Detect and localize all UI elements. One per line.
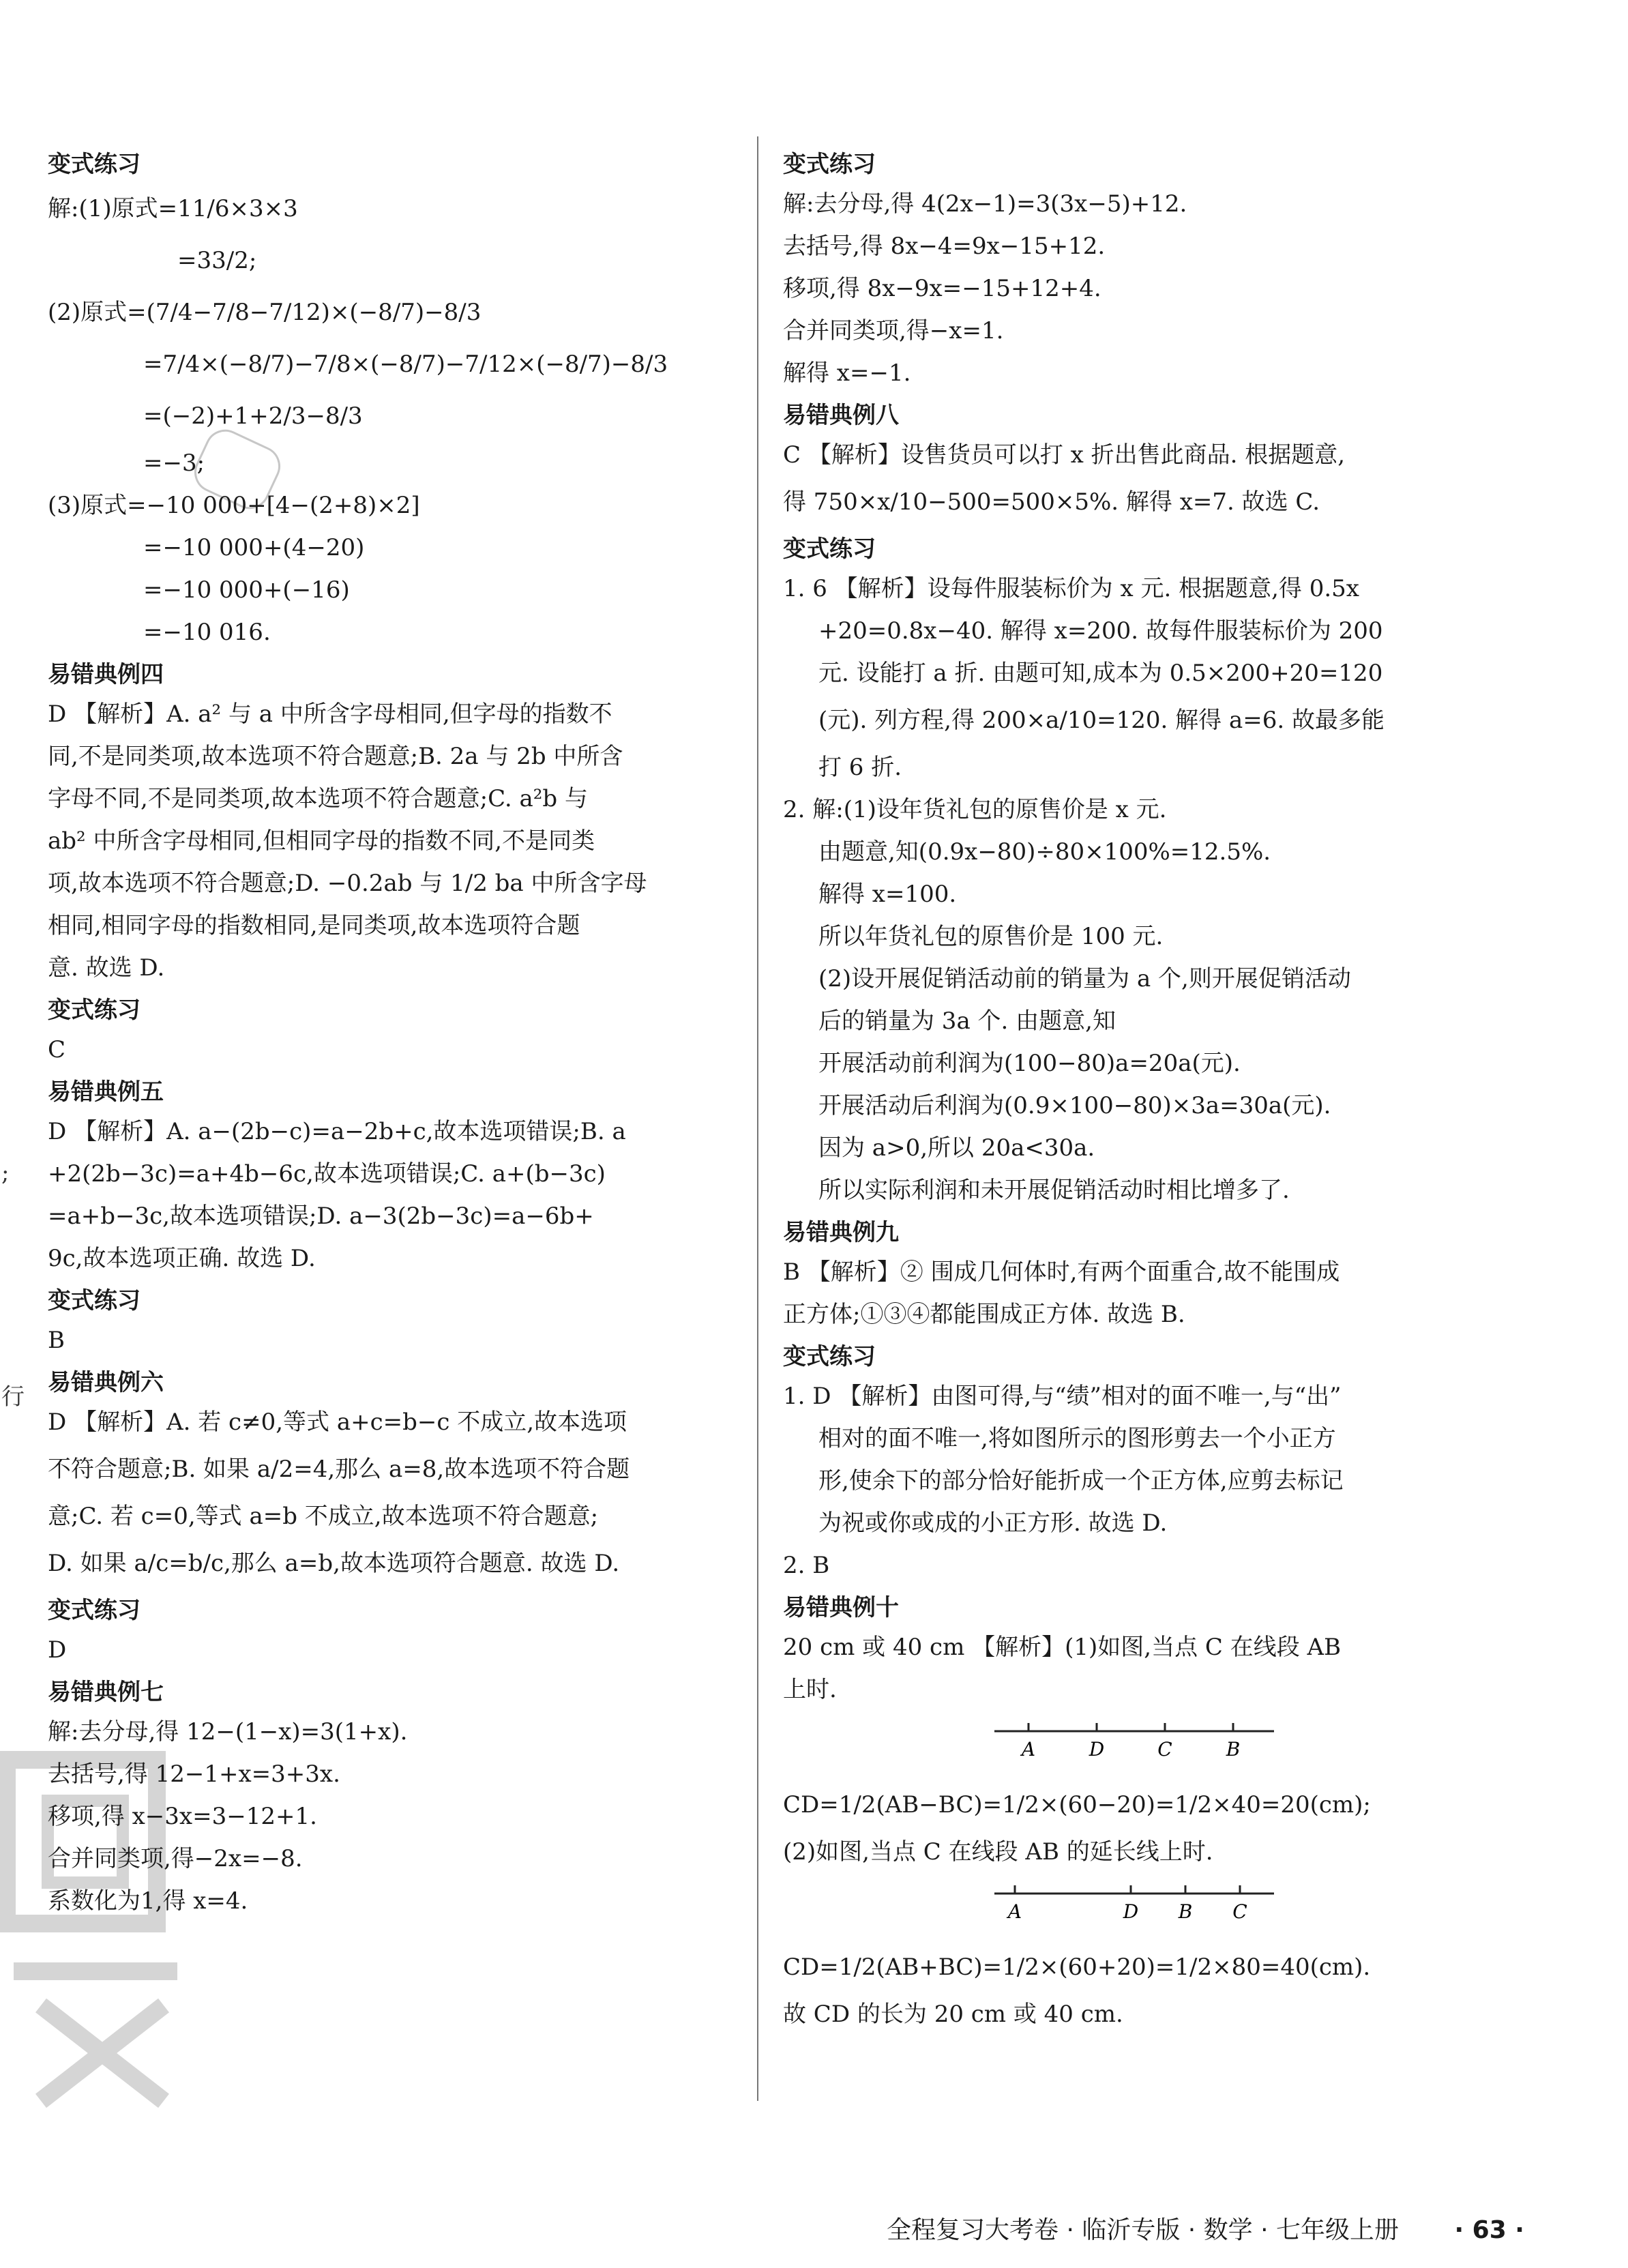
text-line: =−10 016. <box>143 619 271 646</box>
point-label: A <box>1007 1900 1022 1923</box>
text-line: 移项,得 8x−9x=−15+12+4. <box>783 275 1101 302</box>
text-line: 由题意,知(0.9x−80)÷80×100%=12.5%. <box>818 838 1271 866</box>
text-line: B <box>48 1327 65 1354</box>
text-line: 元. 设能打 a 折. 由题可知,成本为 0.5×200+20=120 <box>818 660 1383 687</box>
text-line: D <box>48 1636 67 1664</box>
text-line: B 【解析】② 围成几何体时,有两个面重合,故不能围成 <box>783 1258 1340 1286</box>
text-line: 2. B <box>783 1552 830 1579</box>
text-line: =−10 000+(−16) <box>143 576 350 604</box>
text-line: 2. 解:(1)设年货礼包的原售价是 x 元. <box>783 796 1167 823</box>
text-line: (2)原式=(7/4−7/8−7/12)×(−8/7)−8/3 <box>48 299 482 326</box>
text-line: +2(2b−3c)=a+4b−6c,故本选项错误;C. a+(b−3c) <box>48 1160 606 1188</box>
section-heading: 易错典例十 <box>783 1594 899 1621</box>
text-line: 字母不同,不是同类项,故本选项不符合题意;C. a²b 与 <box>48 785 588 812</box>
text-line: 得 750×x/10−500=500×5%. 解得 x=7. 故选 C. <box>783 488 1320 516</box>
text-line: 打 6 折. <box>818 754 902 781</box>
text-line: 所以年货礼包的原售价是 100 元. <box>818 923 1164 950</box>
text-line: 后的销量为 3a 个. 由题意,知 <box>818 1007 1116 1035</box>
text-line: 所以实际利润和未开展促销活动时相比增多了. <box>818 1177 1290 1204</box>
section-heading: 易错典例四 <box>48 661 164 688</box>
section-heading: 变式练习 <box>48 1597 140 1624</box>
text-line: 因为 a>0,所以 20a<30a. <box>818 1134 1095 1162</box>
page-footer <box>887 2213 1524 2248</box>
text-line: (2)设开展促销活动前的销量为 a 个,则开展促销活动 <box>818 965 1351 992</box>
section-heading: 易错典例八 <box>783 402 899 429</box>
text-line: 解得 x=−1. <box>783 359 911 387</box>
point-label: B <box>1178 1900 1193 1923</box>
text-line: 1. 6 【解析】设每件服装标价为 x 元. 根据题意,得 0.5x <box>783 575 1359 602</box>
point-label: B <box>1226 1738 1241 1761</box>
text-line: 意;C. 若 c=0,等式 a=b 不成立,故本选项不符合题意; <box>48 1503 599 1530</box>
column-divider <box>757 136 758 2101</box>
page-number: · 63 · <box>1454 2216 1524 2244</box>
text-line: =−10 000+(4−20) <box>143 534 365 561</box>
text-line: 相同,相同字母的指数相同,是同类项,故本选项符合题 <box>48 912 580 939</box>
text-line: 合并同类项,得−x=1. <box>783 317 1004 344</box>
text-line: 1. D 【解析】由图可得,与“绩”相对的面不唯一,与“出” <box>783 1383 1342 1410</box>
text-line: 正方体;①③④都能围成正方体. 故选 B. <box>783 1301 1185 1328</box>
section-heading: 变式练习 <box>783 151 876 178</box>
text-line: CD=1/2(AB+BC)=1/2×(60+20)=1/2×80=40(cm). <box>783 1954 1371 1981</box>
footer-title: 全程复习大考卷 · 临沂专版 · 数学 · 七年级上册 <box>887 2216 1399 2244</box>
text-line: 合并同类项,得−2x=−8. <box>48 1845 303 1872</box>
point-label: C <box>1232 1900 1247 1923</box>
text-line: 故 CD 的长为 20 cm 或 40 cm. <box>783 2001 1123 2028</box>
text-line: 上时. <box>783 1676 837 1703</box>
text-line: ab² 中所含字母相同,但相同字母的指数不同,不是同类 <box>48 827 595 855</box>
text-line: 同,不是同类项,故本选项不符合题意;B. 2a 与 2b 中所含 <box>48 743 623 770</box>
section-heading: 易错典例五 <box>48 1078 164 1106</box>
text-line: 解:去分母,得 4(2x−1)=3(3x−5)+12. <box>783 190 1187 218</box>
section-heading: 变式练习 <box>48 1287 140 1314</box>
point-label: D <box>1089 1738 1105 1761</box>
section-heading: 易错典例六 <box>48 1369 164 1396</box>
text-line: D 【解析】A. a² 与 a 中所含字母相同,但字母的指数不 <box>48 701 612 728</box>
text-line: 不符合题意;B. 如果 a/2=4,那么 a=8,故本选项不符合题 <box>48 1456 630 1483</box>
text-line: 开展活动前利润为(100−80)a=20a(元). <box>818 1050 1241 1077</box>
text-line: 移项,得 x−3x=3−12+1. <box>48 1803 317 1830</box>
text-line: =7/4×(−8/7)−7/8×(−8/7)−7/12×(−8/7)−8/3 <box>143 351 668 378</box>
text-line: 相对的面不唯一,将如图所示的图形剪去一个小正方 <box>818 1425 1336 1452</box>
text-line: 系数化为1,得 x=4. <box>48 1887 248 1915</box>
segment-diagram-svg <box>783 1873 1397 1934</box>
segment-diagram <box>783 1711 1492 1773</box>
segment-diagram-svg <box>783 1711 1397 1772</box>
point-label: A <box>1021 1738 1036 1761</box>
point-label: C <box>1157 1738 1172 1761</box>
text-line: 为祝或你或成的小正方形. 故选 D. <box>818 1509 1168 1537</box>
point-label: D <box>1123 1900 1139 1923</box>
text-line: (元). 列方程,得 200×a/10=120. 解得 a=6. 故最多能 <box>818 707 1385 734</box>
text-line: D 【解析】A. a−(2b−c)=a−2b+c,故本选项错误;B. a <box>48 1118 626 1145</box>
text-line: D. 如果 a/c=b/c,那么 a=b,故本选项符合题意. 故选 D. <box>48 1550 620 1577</box>
text-line: 开展活动后利润为(0.9×100−80)×3a=30a(元). <box>818 1092 1331 1119</box>
text-line: 9c,故本选项正确. 故选 D. <box>48 1245 316 1272</box>
edge-mark: ; <box>1 1160 10 1187</box>
text-line: 项,故本选项不符合题意;D. −0.2ab 与 1/2 ba 中所含字母 <box>48 870 647 897</box>
text-line: (2)如图,当点 C 在线段 AB 的延长线上时. <box>783 1838 1213 1866</box>
text-line: 20 cm 或 40 cm 【解析】(1)如图,当点 C 在线段 AB <box>783 1634 1342 1661</box>
text-line: =33/2; <box>177 247 257 274</box>
text-line: C 【解析】设售货员可以打 x 折出售此商品. 根据题意, <box>783 441 1346 469</box>
text-line: 去括号,得 8x−4=9x−15+12. <box>783 233 1106 260</box>
text-line: 解:(1)原式=11/6×3×3 <box>48 195 298 222</box>
text-line: 去括号,得 12−1+x=3+3x. <box>48 1761 340 1788</box>
text-line: (3)原式=−10 000+[4−(2+8)×2] <box>48 492 420 519</box>
segment-diagram <box>783 1873 1492 1936</box>
section-heading: 变式练习 <box>783 1343 876 1370</box>
text-line: +20=0.8x−40. 解得 x=200. 故每件服装标价为 200 <box>818 617 1383 645</box>
text-line: 意. 故选 D. <box>48 954 165 982</box>
text-line: CD=1/2(AB−BC)=1/2×(60−20)=1/2×40=20(cm); <box>783 1791 1371 1818</box>
section-heading: 变式练习 <box>48 997 140 1024</box>
text-line: 解:去分母,得 12−(1−x)=3(1+x). <box>48 1718 408 1746</box>
right-column <box>783 143 1492 2035</box>
text-line: 解得 x=100. <box>818 881 957 908</box>
section-heading: 易错典例九 <box>783 1219 899 1246</box>
edge-mark: 行 <box>1 1383 25 1411</box>
text-line: =−3; <box>143 450 205 477</box>
text-line: =a+b−3c,故本选项错误;D. a−3(2b−3c)=a−6b+ <box>48 1203 594 1230</box>
section-heading: 易错典例七 <box>48 1679 164 1706</box>
text-line: 形,使余下的部分恰好能折成一个正方体,应剪去标记 <box>818 1467 1344 1494</box>
section-heading: 变式练习 <box>783 535 876 563</box>
text-line: C <box>48 1036 66 1063</box>
text-line: =(−2)+1+2/3−8/3 <box>143 402 363 430</box>
left-column <box>48 143 743 1922</box>
section-heading: 变式练习 <box>48 151 140 178</box>
text-line: D 【解析】A. 若 c≠0,等式 a+c=b−c 不成立,故本选项 <box>48 1409 627 1436</box>
